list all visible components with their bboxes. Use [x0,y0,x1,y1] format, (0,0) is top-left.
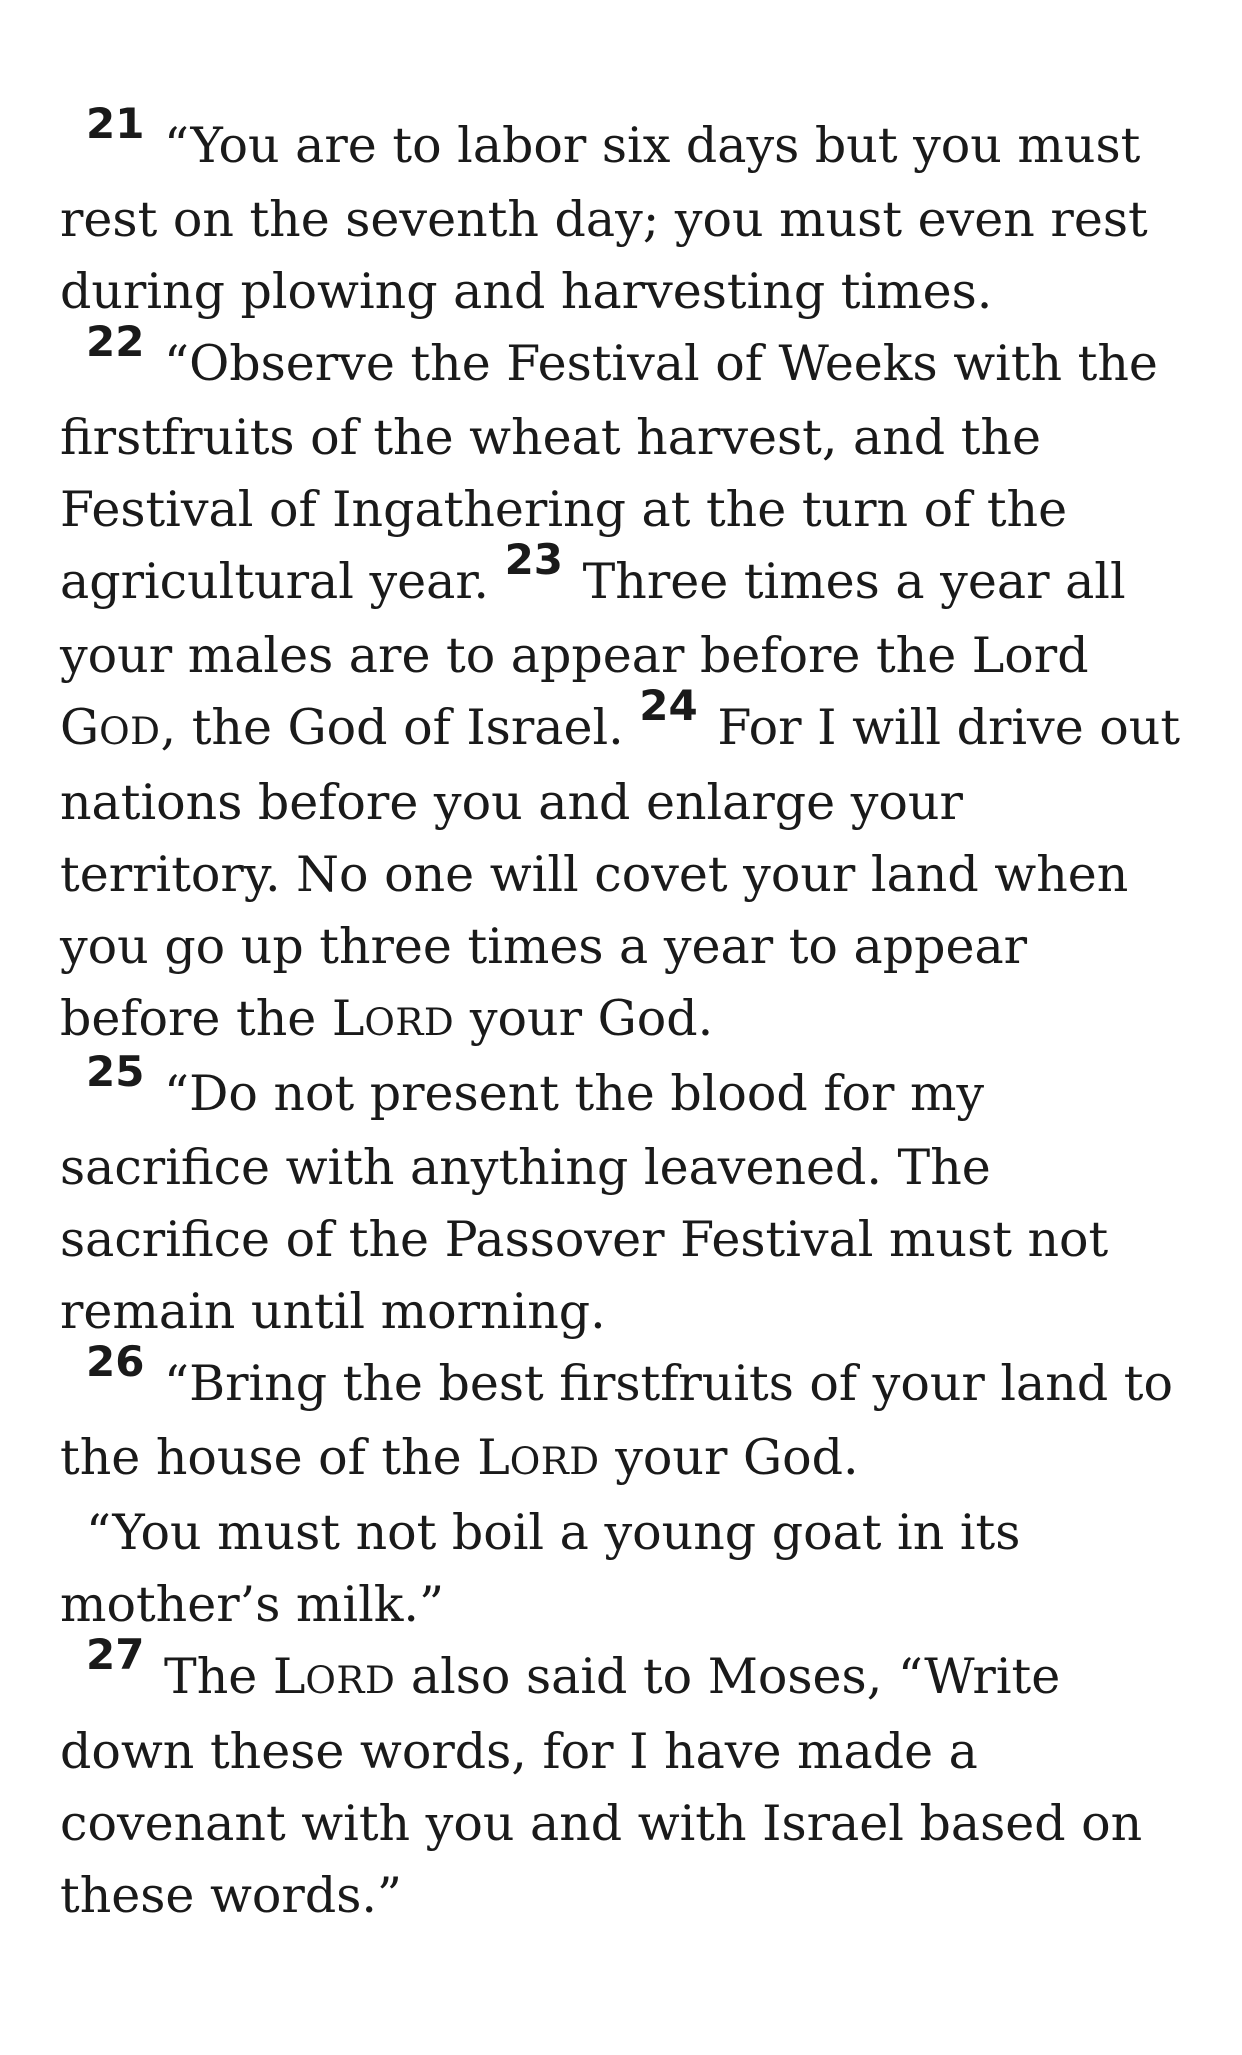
paragraph-verse-27 [60,1630,1190,1932]
small-caps-text: ORD [509,1439,600,1483]
small-caps-text: ORD [305,1658,396,1702]
verse-text: “Observe the Festival of Weeks with the firstfruits of the wheat harvest, and the Festival of Ingathering at the turn of the agricultural year. [60,335,1158,610]
verse-text: For I will drive out nations before you and enlarge your territory. No one will covet your land when you go up three times a year to appear before the L [60,699,1181,1047]
verse-text: “Do not present the blood for my sacrifice with anything leavened. The sacrifice of the Passover Festival must not remain until morning. [60,1065,1109,1340]
paragraph-verses-22-24 [60,317,1190,1058]
small-caps-text: ORD [364,1000,455,1044]
verse-text: your God. [454,990,714,1047]
small-caps-text: OD [99,709,161,753]
verse-text: , the God of Israel. [160,699,624,756]
verse-text: also said to Moses, “Write down these words, for I have made a covenant with you and with Israel based on these words.” [60,1648,1143,1924]
verse-text: “You must not boil a young goat in its mother’s milk.” [60,1504,1021,1633]
verse-text: “Bring the best firstfruits of your land to the house of the L [60,1355,1173,1486]
verse-text: Three times a year all your males are to appear before the Lord G [60,553,1126,756]
verse-number[interactable]: 25 [86,1047,145,1096]
verse-text: The L [164,1648,306,1705]
paragraph-verse-21 [60,99,1190,328]
paragraph-verse-26 [60,1337,1190,1497]
paragraph-verse-25 [60,1047,1190,1348]
verse-number[interactable]: 23 [504,535,564,584]
verse-number[interactable]: 26 [86,1337,145,1386]
verse-number[interactable]: 22 [86,317,145,366]
verse-text: “You are to labor six days but you must rest on the seventh day; you must even rest during plowing and harvesting times. [60,117,1148,320]
verse-number[interactable]: 27 [86,1630,145,1679]
paragraph-verse-26-continued [60,1497,1190,1641]
verse-number[interactable]: 24 [639,681,698,730]
scripture-passage [60,99,1190,1932]
verse-number[interactable]: 21 [86,99,145,148]
verse-text: your God. [599,1429,859,1486]
